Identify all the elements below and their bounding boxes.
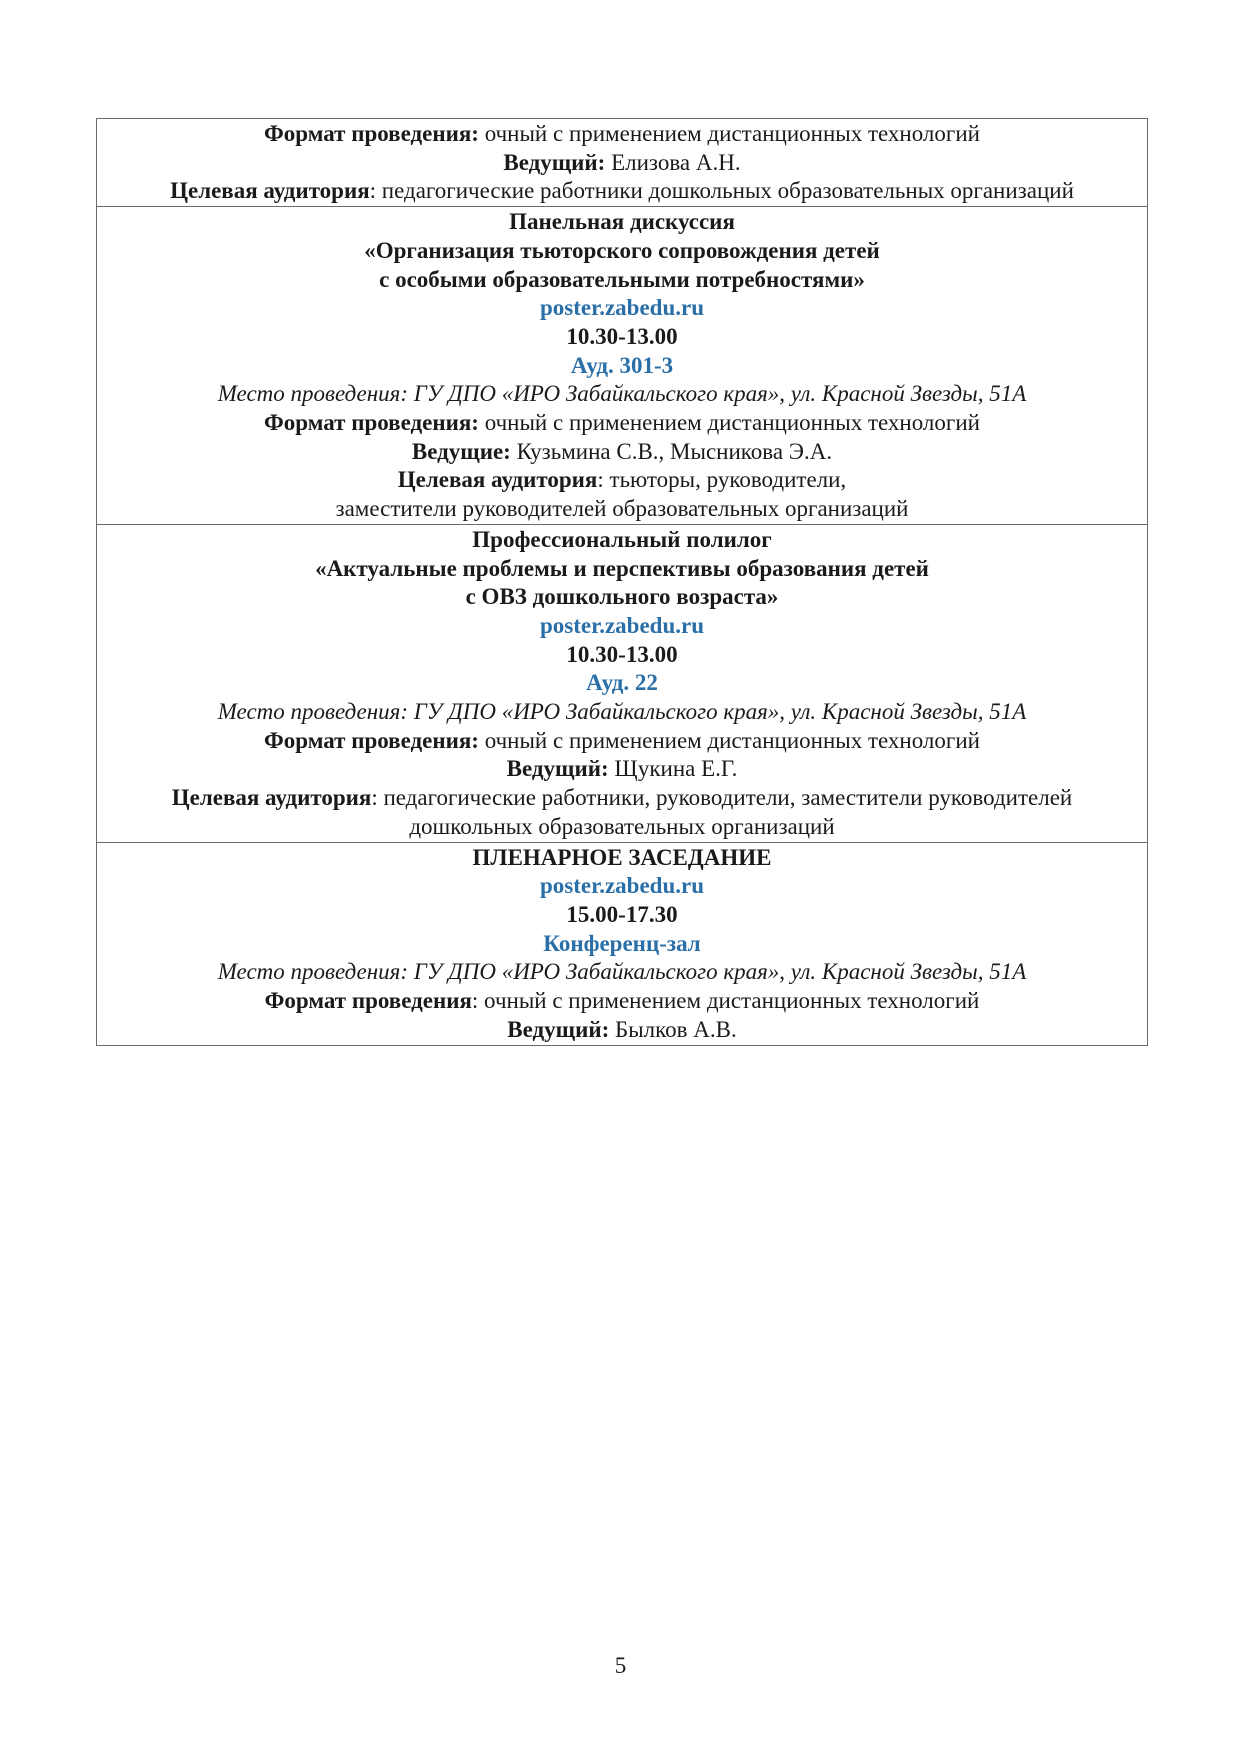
session-plenary: [97, 842, 1147, 1045]
host-value: Щукина Е.Г.: [608, 756, 738, 782]
host-label: Ведущие:: [411, 438, 511, 464]
audience-line: [103, 466, 1141, 495]
program-table: [96, 118, 1148, 1046]
host-line: [103, 149, 1141, 178]
audience-label: Целевая аудитория: [397, 467, 598, 493]
audience-line: [103, 177, 1141, 206]
session-type: Панельная дискуссия: [509, 209, 735, 235]
format-value: : очный с применением дистанционных технологий: [471, 988, 980, 1014]
host-line: [103, 755, 1141, 784]
format-label: Формат проведения: [264, 988, 472, 1014]
format-value: очный с применением дистанционных технологий: [478, 727, 980, 753]
session-professional-polylogue: [97, 524, 1147, 842]
session-title-line1: «Организация тьюторского сопровождения детей: [364, 237, 880, 263]
audience-line-2: заместители руководителей образовательных организаций: [335, 496, 909, 522]
format-line: [103, 120, 1141, 149]
session-venue: Место проведения: ГУ ДПО «ИРО Забайкальского края», ул. Красной Звезды, 51А: [217, 699, 1027, 725]
format-line: [103, 409, 1141, 438]
session-link[interactable]: poster.zabedu.ru: [540, 612, 704, 638]
page-number: 5: [614, 1653, 627, 1678]
format-line: [103, 727, 1141, 756]
audience-value: : тьюторы, руководители,: [597, 467, 847, 493]
session-title-line1: «Актуальные проблемы и перспективы образования детей: [315, 555, 929, 581]
session-link[interactable]: poster.zabedu.ru: [540, 873, 704, 899]
session-type: ПЛЕНАРНОЕ ЗАСЕДАНИЕ: [472, 844, 772, 870]
session-time: 15.00-17.30: [566, 901, 678, 927]
session-title-line2: с ОВЗ дошкольного возраста»: [465, 584, 779, 610]
session-continued: [97, 119, 1147, 206]
host-label: Ведущий:: [507, 1016, 610, 1042]
host-value: Елизова А.Н.: [605, 149, 741, 175]
session-time: 10.30-13.00: [566, 641, 678, 667]
session-venue: Место проведения: ГУ ДПО «ИРО Забайкальского края», ул. Красной Звезды, 51А: [217, 959, 1027, 985]
audience-value: : педагогические работники, руководители, заместители руководителей: [371, 785, 1073, 811]
session-venue: Место проведения: ГУ ДПО «ИРО Забайкальского края», ул. Красной Звезды, 51А: [217, 381, 1027, 407]
format-label: Формат проведения:: [264, 121, 479, 146]
host-value: Кузьмина С.В., Мысникова Э.А.: [510, 438, 833, 464]
format-label: Формат проведения:: [264, 410, 479, 436]
audience-label: Целевая аудитория: [170, 178, 370, 204]
session-room: Конференц-зал: [543, 930, 701, 956]
format-value: очный с применением дистанционных технологий: [478, 410, 980, 436]
session-title-line2: с особыми образовательными потребностями»: [379, 266, 865, 292]
audience-label: Целевая аудитория: [171, 785, 372, 811]
format-value: очный с применением дистанционных технологий: [478, 121, 980, 146]
format-line: [103, 987, 1141, 1016]
audience-line-2: дошкольных образовательных организаций: [409, 813, 835, 839]
audience-value: : педагогические работники дошкольных образовательных организаций: [369, 178, 1074, 204]
session-time: 10.30-13.00: [566, 323, 678, 349]
format-label: Формат проведения:: [264, 727, 479, 753]
host-line: [103, 1016, 1141, 1045]
host-label: Ведущий:: [506, 756, 609, 782]
host-value: Былков А.В.: [609, 1016, 737, 1042]
session-room: Ауд. 22: [586, 670, 658, 696]
session-panel-discussion: [97, 206, 1147, 524]
session-room: Ауд. 301-3: [570, 352, 674, 378]
audience-line: [103, 784, 1141, 813]
session-type: Профессиональный полилог: [472, 526, 772, 552]
host-line: [103, 438, 1141, 467]
host-label: Ведущий:: [503, 149, 606, 175]
session-link[interactable]: poster.zabedu.ru: [540, 295, 704, 321]
